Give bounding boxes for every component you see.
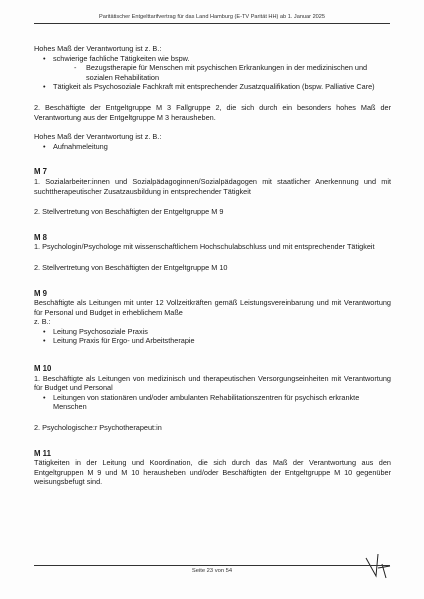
- m7-paragraph-1: 1. Sozialarbeiter:innen und Sozialpädagoginnen/Sozialpädagogen mit staatlicher Anerkennung und mit suchttherapeutischer Zusatzausbildung in entsprechender Tätigkeit: [34, 176, 391, 196]
- bullet-text: Leitung Psychosoziale Praxis: [53, 326, 148, 336]
- heading-m9: M 9: [34, 288, 47, 298]
- bullet-icon: •: [43, 326, 46, 336]
- bullet-icon: •: [43, 141, 46, 151]
- m9-paragraph-1: Beschäftigte als Leitungen mit unter 12 Vollzeitkräften gemäß Leistungsvereinbarung und mit Verantwortung für Personal und Budget in erheblichem Maße: [34, 298, 391, 317]
- sub-bullet-item: [34, 63, 391, 82]
- bullet-item: [34, 327, 391, 337]
- dash-icon: -: [74, 63, 77, 73]
- bullet-icon: •: [43, 53, 46, 63]
- block2-paragraph: 2. Beschäftigte der Entgeltgruppe M 3 Fallgruppe 2, die sich durch ein besonders hohes Maß der Verantwortung aus der Entgeltgruppe M 3 herausheben.: [34, 102, 391, 122]
- block2-intro: Hohes Maß der Verantwortung ist z. B.:: [34, 132, 162, 142]
- bullet-item: [34, 82, 391, 92]
- header-rule: [34, 23, 390, 24]
- bullet-text: Leitungen von stationären und/oder ambulanten Rehabilitationszentren für psychisch erkrankte Menschen: [53, 392, 360, 412]
- m8-paragraph-2: 2. Stellvertretung von Beschäftigten der Entgeltgruppe M 10: [34, 262, 228, 272]
- bullet-icon: •: [43, 336, 46, 346]
- bullet-text: Tätigkeit als Psychosoziale Fachkraft mit entsprechender Zusatzqualifikation (bspw. Palliative Care): [53, 82, 375, 92]
- page-number: Seite 23 von 54: [191, 568, 233, 574]
- sub-bullet-text: Bezugstherapie für Menschen mit psychischen Erkrankungen in der medizinischen und sozialen Rehabilitation: [86, 63, 368, 82]
- heading-m11: M 11: [34, 448, 51, 458]
- footer-rule: [34, 565, 390, 566]
- heading-m8: M 8: [34, 232, 47, 242]
- bullet-icon: •: [43, 82, 46, 92]
- bullet-icon: •: [43, 392, 46, 402]
- bullet-item: [34, 142, 391, 152]
- bullet-item: [34, 393, 391, 412]
- block1-intro: Hohes Maß der Verantwortung ist z. B.:: [34, 44, 162, 53]
- bullet-item: [34, 336, 391, 346]
- bullet-text: Aufnahmeleitung: [53, 141, 108, 151]
- m10-paragraph-1: 1. Beschäftigte als Leitungen von medizinisch und therapeutischen Versorgungseinheiten mit Verantwortung für Budget und Personal: [34, 373, 391, 393]
- running-header: Paritätischer Entgelttarifvertrag für das Land Hamburg (E-TV Parität HH) ab 1. Januar 2025: [98, 14, 326, 20]
- bullet-text: schwierige fachliche Tätigkeiten wie bspw.: [53, 53, 190, 63]
- m8-paragraph-1: 1. Psychologin/Psychologe mit wissenschaftlichem Hochschulabschluss und mit entsprechender Tätigkeit: [34, 242, 375, 252]
- heading-m10: M 10: [34, 364, 52, 374]
- m9-zb: z. B.:: [34, 317, 51, 327]
- m7-paragraph-2: 2. Stellvertretung von Beschäftigten der Entgeltgruppe M 9: [34, 207, 224, 217]
- heading-m7: M 7: [34, 167, 47, 177]
- page-content: [34, 44, 391, 487]
- bullet-item: [34, 54, 391, 64]
- m11-paragraph-1: Tätigkeiten in der Leitung und Koordination, die sich durch das Maß der Verantwortung aus den Entgeltgruppen M 9 und M 10 herausheben und/oder Beschäftigten der Entgeltgruppe M 10 gegenüber weisungsbefugt sind.: [34, 458, 391, 487]
- m10-paragraph-2: 2. Psychologische:r Psychotherapeut:in: [34, 423, 162, 433]
- bullet-text: Leitung Praxis für Ergo- und Arbeitstherapie: [53, 336, 195, 346]
